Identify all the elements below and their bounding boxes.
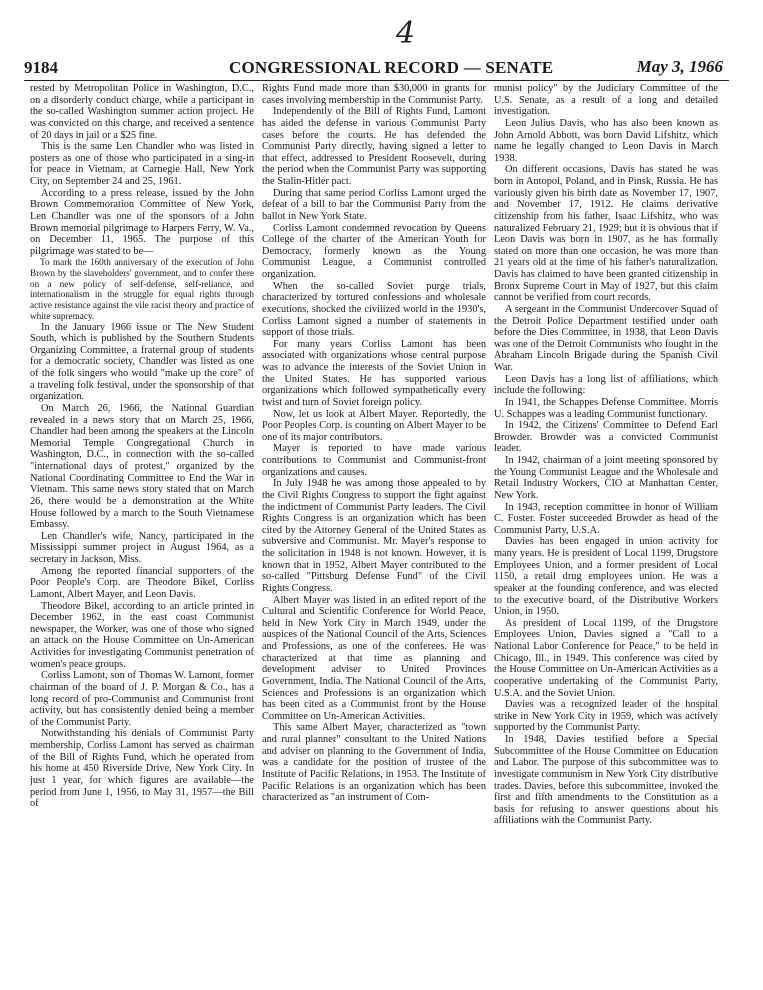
paragraph: In 1948, Davies testified before a Special Subcommittee of the House Committee on Education and Labor. The purpose of this subcommittee was to investigate communism in New York City distributive trades. Davies, before this subcommittee, invoked the first and fifth amendments to the Constitution as a basis for refusing to answer questions about his affiliations with the Communist Party. <box>494 734 718 827</box>
text-column-2 <box>262 83 486 804</box>
paragraph: During that same period Corliss Lamont urged the defeat of a bill to bar the Communist Party from the ballot in New York State. <box>262 187 486 222</box>
paragraph: According to a press release, issued by the John Brown Commemoration Committee of New York, Len Chandler was one of the sponsors of a John Brown memorial pilgrimage to Harpers Ferry, W. Va., on December 11, 1965. The purpose of this pilgrimage was stated to be— <box>30 187 254 257</box>
paragraph: Now, let us look at Albert Mayer. Reportedly, the Poor Peoples Corp. is counting on Albert Mayer to be one of its major contributors. <box>262 408 486 443</box>
paragraph: In 1942, chairman of a joint meeting sponsored by the Young Communist League and the Wholesale and Retail Industry Workers, CIO at Manhattan Center, New York. <box>494 455 718 501</box>
paragraph: Independently of the Bill of Rights Fund, Lamont has aided the defense in various Communist Party cases before the courts. He has defended the Communist Party directly, having signed a letter to that effect, addressed to President Roosevelt, during the period when the Communist Party was supporting the Stalin-Hitler pact. <box>262 106 486 187</box>
paragraph: Notwithstanding his denials of Communist Party membership, Corliss Lamont has served as chairman of the Bill of Rights Fund, which he operated from his home at 450 Riverside Drive, New York City. In just 1 year, for which figures are available—the period from June 1, 1956, to May 31, 1957—the Bill of <box>30 728 254 810</box>
paragraph: Corliss Lamont condemned revocation by Queens College of the charter of the American Youth for Democracy, formerly known as the Young Communist League, a Communist controlled organization. <box>262 222 486 280</box>
paragraph: Corliss Lamont, son of Thomas W. Lamont, former chairman of the board of J. P. Morgan & Co., has a long record of pro-Communist and Communist front activity, but has consistently denied being a member of the Communist Party. <box>30 670 254 728</box>
paragraph: Leon Davis has a long list of affiliations, which include the following: <box>494 373 718 397</box>
page-header <box>24 58 729 80</box>
paragraph: A sergeant in the Communist Undercover Squad of the Detroit Police Department testified under oath before the Dies Committee, in 1938, that Leon Davis was one of the Detroit Communists who fought in the Abraham Lincoln Brigade during the Spanish Civil War. <box>494 303 718 373</box>
paragraph: In 1941, the Schappes Defense Committee. Morris U. Schappes was a leading Communist functionary. <box>494 396 718 420</box>
paragraph: Rights Fund made more than $30,000 in grants for cases involving membership in the Communist Party. <box>262 83 486 106</box>
paragraph: When the so-called Soviet purge trials, characterized by tortured confessions and wholesale executions, shocked the civilized world in the 1930's, Corliss Lamont signed a number of statements in support of those trials. <box>262 280 486 339</box>
paragraph: This is the same Len Chandler who was listed in posters as one of those who participated in a sing-in for peace in Vietnam, at Carnegie Hall, New York City, on September 24 and 25, 1961. <box>30 141 254 187</box>
handwritten-page-mark: 4 <box>396 16 416 51</box>
paragraph: Len Chandler's wife, Nancy, participated in the Mississippi summer project in August 1964, as a secretary in Jackson, Miss. <box>30 530 254 566</box>
paragraph: On March 26, 1966, the National Guardian revealed in a news story that on March 25, 1966, Chandler had been among the speakers at the Lincoln Memorial Temple Congregational Church in Washington, D.C., in connection with the so-called "international days of protest," organized by the National Coordinating Committee to End the War in Vietnam. This same news story stated that on March 26, there would be a demonstration at the White House followed by a march to the South Vietnamese Embassy. <box>30 402 254 531</box>
paragraph: rested by Metropolitan Police in Washington, D.C., on a disorderly conduct charge, while a participant in the so-called Washington summer action project. He was convicted on this charge, and received a sentence of 20 days in jail or a $25 fine. <box>30 83 254 141</box>
issue-date: May 3, 1966 <box>636 57 723 76</box>
paragraph: For many years Corliss Lamont has been associated with organizations whose central purpose was to advance the interests of the Soviet Union in the United States. He has supported various organizations which followed sympathetically every twist and turn of Soviet foreign policy. <box>262 338 486 408</box>
paragraph: In 1942, the Citizens' Committee to Defend Earl Browder. Browder was a convicted Communist leader. <box>494 420 718 455</box>
quoted-paragraph: To mark the 160th anniversary of the execution of John Brown by the slaveholders' government, and to confer there on a new policy of self-defense, self-reliance, and internationalism in the struggle for equal rights through active resistance against the vile racist theory and practice of white supremacy. <box>30 257 254 321</box>
paragraph: On different occasions, Davis has stated he was born in Antopol, Poland, and in Pinsk, Russia. He has variously given his birth date as November 17, 1907, and November 17, 1912. He claims derivative citizenship from his father, Isaac Lifshitz, who was naturalized February 21, 1929; but it is obvious that if Leon Davis was born in 1907, as he has formally stated on more than one occasion, he was more than 21 years old at the time of his father's naturalization. Davis has claimed to have been granted citizenship in Bronx Supreme Court in May of 1927, but this claim cannot be verified from court records. <box>494 164 718 304</box>
publication-title: CONGRESSIONAL RECORD — SENATE <box>229 58 554 77</box>
paragraph: munist policy" by the Judiciary Committee of the U.S. Senate, as a result of a long and detailed investigation. <box>494 83 718 118</box>
paragraph: Albert Mayer was listed in an edited report of the Cultural and Scientific Conference for World Peace, held in New York City in March 1949, under the auspices of the National Council of the Arts, Sciences and Professions, as one of the conferees. He was characterized at that time as planning and development adviser to United Provinces Government, India. The National Council of the Arts, Sciences and Professions is an organization which has been cited as a Communist front by the House Committee on Un-American Activities. <box>262 594 486 722</box>
paragraph: Leon Julius Davis, who has also been known as John Arnold Abbott, was born David Lifshitz, which name he legally changed to Leon Davis in March 1938. <box>494 117 718 164</box>
paragraph: In July 1948 he was among those appealed to by the Civil Rights Congress to support the fight against the indictment of Communist Party leaders. The Civil Rights Congress is an organization which has been cited by the Attorney General of the United States as subversive and Communist. Mr. Mayer's response to the solicitation in 1948 is not known. However, it is known that in 1952, Albert Mayer contributed to the so-called "Pittsburg Defense Fund" of the Civil Rights Congress. <box>262 478 486 594</box>
paragraph: Among the reported financial supporters of the Poor People's Corp. are Theodore Bikel, Corliss Lamont, Albert Mayer, and Leon Davis. <box>30 565 254 600</box>
paragraph: In 1943, reception committee in honor of William C. Foster. Foster succeeded Browder as head of the Communist Party, U.S.A. <box>494 501 718 536</box>
paragraph: This same Albert Mayer, characterized as "town and rural planner" consultant to the United Nations and adviser on planning to the Government of India, was a candidate for the position of trustee of the Institute of Pacific Relations, in 1953. The Institute of Pacific Relations is an organization which has been characterized as "an instrument of Com- <box>262 722 486 804</box>
page-number: 9184 <box>24 58 58 77</box>
text-column-1 <box>30 83 254 810</box>
paragraph: Davies has been engaged in union activity for many years. He is president of Local 1199, Drugstore Employees Union, and a former president of Local 1150, a retail drug employees union. He was a speaker at the founding conference, and was elected to the executive board, of the Distributive Workers Union, in 1950. <box>494 536 718 618</box>
paragraph: As president of Local 1199, of the Drugstore Employees Union, Davies signed a "Call to a National Labor Conference for Peace," to be held in Chicago, Ill., in 1949. This conference was cited by the House Committee on Un-American Activities as a cooperative undertaking of the Communist Party, U.S.A. and the Soviet Union. <box>494 617 718 699</box>
paragraph: Davies was a recognized leader of the hospital strike in New York City in 1959, which was actively supported by the Communist Party. <box>494 699 718 734</box>
paragraph: In the January 1966 issue or The New Student South, which is published by the Southern Students Organizing Committee, a fraternal group of students for a democratic society, Chandler was listed as one of the folk singers who would "make up the core" of a traveling folk festival, under the sponsorship of that organization. <box>30 321 254 403</box>
header-rule <box>24 80 729 81</box>
paragraph: Mayer is reported to have made various contributions to Communist and Communist-front organizations and causes. <box>262 443 486 478</box>
text-column-3 <box>494 83 718 827</box>
paragraph: Theodore Bikel, according to an article printed in December 1962, in the east coast Communist newspaper, the Worker, was one of those who signed an attack on the House Committee on Un-American Activities for investigating Communist penetration of women's peace groups. <box>30 600 254 670</box>
